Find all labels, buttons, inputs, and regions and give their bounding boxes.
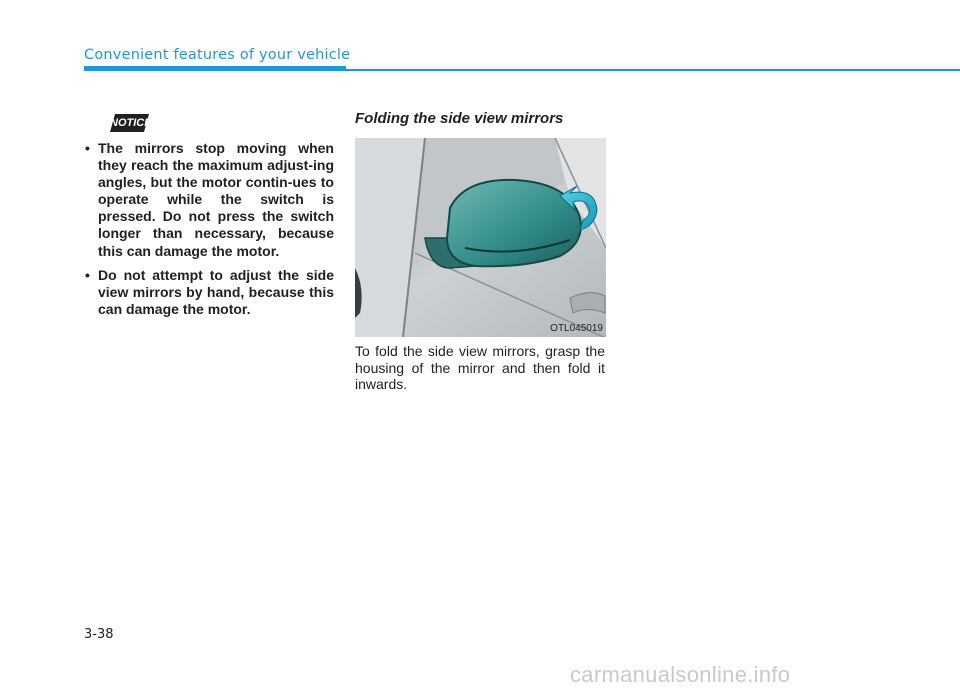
- header-rule-thick: [84, 66, 346, 71]
- notice-item-text: The mirrors stop moving when they reach the maximum adjust-ing angles, but the motor contin-ues to operate while the switch is pressed. Do not press the switch longer than necessary, because this can damage the motor.: [98, 140, 334, 259]
- notice-item-text: Do not attempt to adjust the side view mirrors by hand, because this can damage the motor.: [98, 266, 334, 317]
- watermark: carmanualsonline.info: [570, 662, 791, 687]
- bullet-icon: •: [85, 140, 90, 156]
- notice-item: [84, 140, 334, 260]
- page-number: 3-38: [84, 627, 114, 642]
- mirror-illustration: [355, 138, 606, 337]
- notice-list: [84, 140, 334, 325]
- notice-badge: [110, 114, 152, 132]
- figure-code: OTL045019: [550, 323, 603, 334]
- folding-instructions: To fold the side view mirrors, grasp the housing of the mirror and then fold it inwards.: [355, 343, 605, 392]
- folding-heading: Folding the side view mirrors: [355, 110, 564, 127]
- section-title: Convenient features of your vehicle: [84, 47, 351, 63]
- bullet-icon: •: [85, 266, 90, 283]
- notice-item: [84, 267, 334, 318]
- header-rule-thin: [346, 69, 960, 71]
- notice-label: NOTICE: [110, 117, 152, 129]
